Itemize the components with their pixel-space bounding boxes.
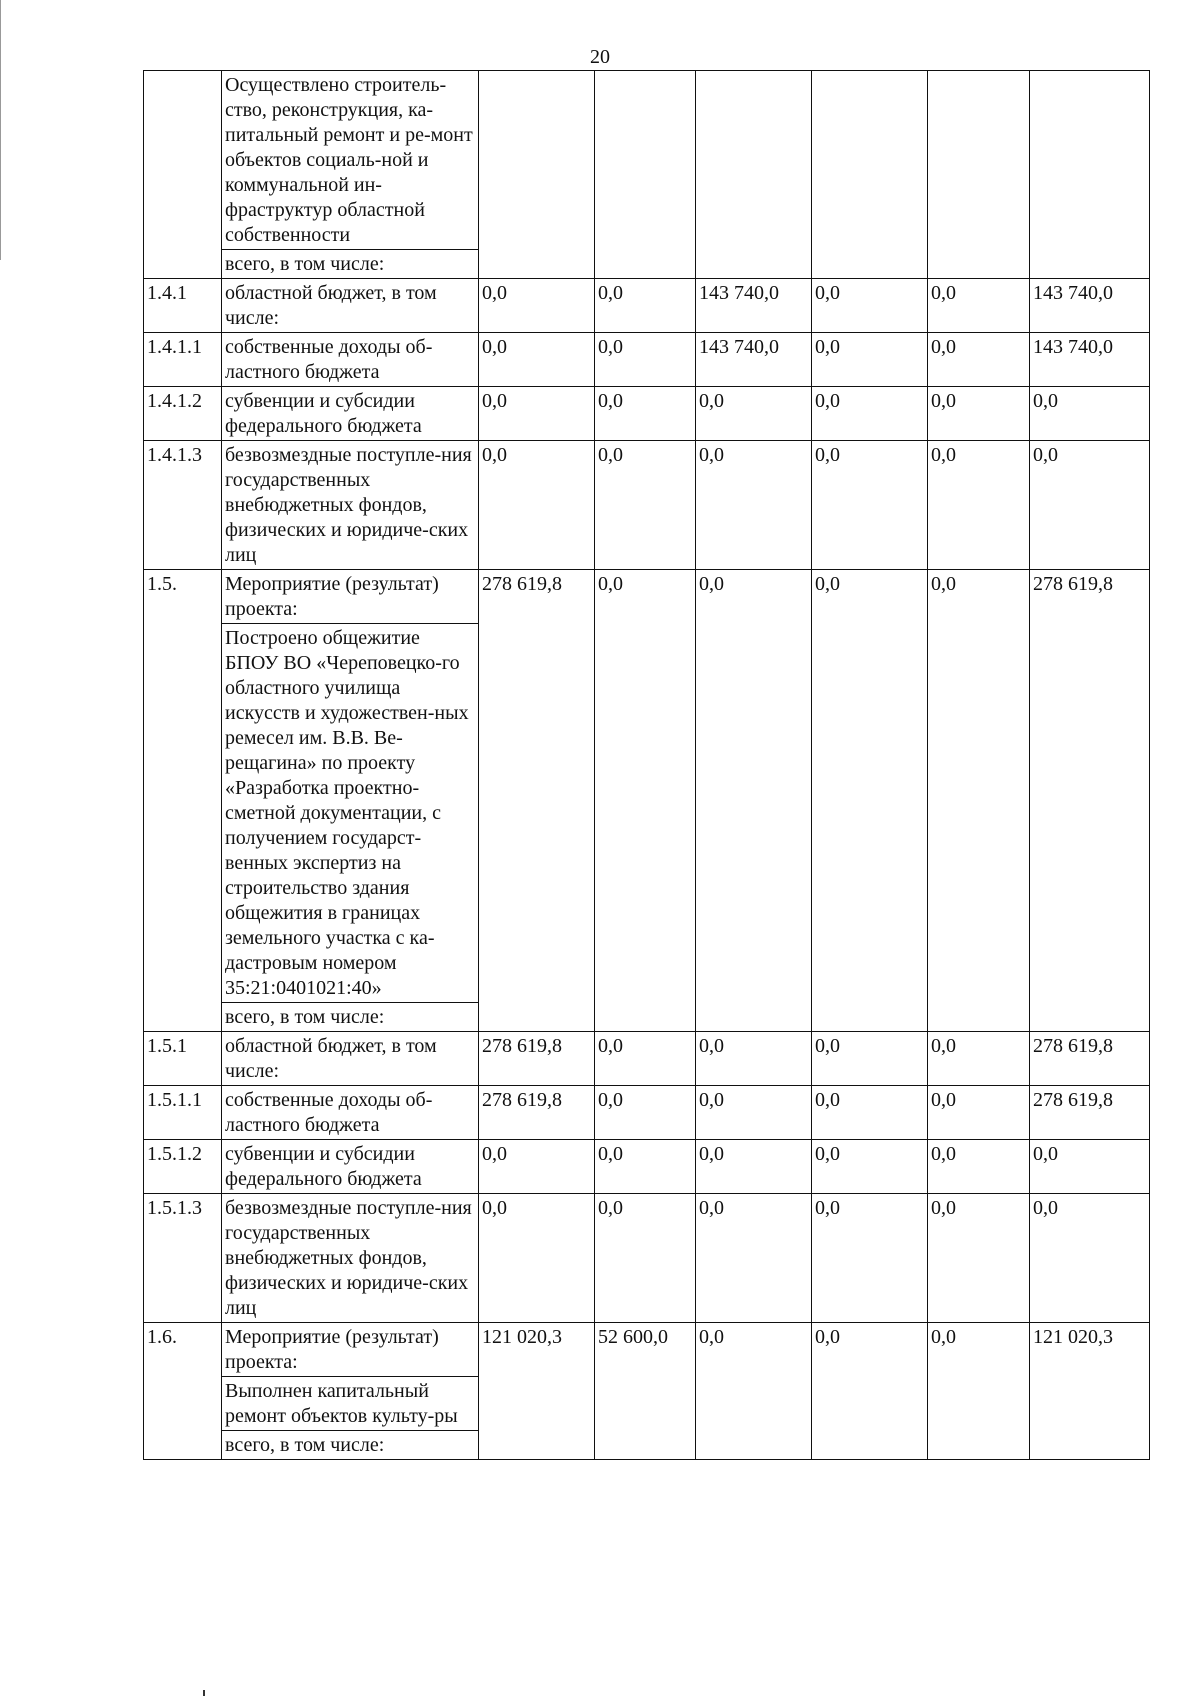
- value-cell: 0,0: [812, 279, 928, 333]
- table-row: [144, 1323, 1150, 1377]
- value-cell: 0,0: [696, 441, 812, 570]
- table-row: [144, 71, 1150, 250]
- value-cell: 0,0: [928, 1194, 1030, 1323]
- row-name: безвозмездные поступле-ния государственных внебюджетных фондов, физических и юридиче-ских лиц: [222, 441, 479, 570]
- row-name: безвозмездные поступле-ния государственных внебюджетных фондов, физических и юридиче-ских лиц: [222, 1194, 479, 1323]
- value-cell: 0,0: [812, 1140, 928, 1194]
- value-cell: 0,0: [928, 279, 1030, 333]
- row-number: 1.5.1.1: [144, 1086, 222, 1140]
- table-row: [144, 279, 1150, 333]
- event-description: Построено общежитие БПОУ ВО «Череповецко-го областного училища искусств и художествен-ных ремесел им. В.В. Ве-рещагина» по проекту «Разработка проектно-сметной документации, с получением государст-венных экспертиз на строительство здания общежития в границах земельного участка с ка-дастровым номером 35:21:0401021:40»: [222, 624, 479, 1003]
- value-cell: 0,0: [812, 1032, 928, 1086]
- table-row: [144, 1032, 1150, 1086]
- value-cell: 0,0: [812, 333, 928, 387]
- row-name: собственные доходы об-ластного бюджета: [222, 1086, 479, 1140]
- value-cell: 0,0: [812, 1086, 928, 1140]
- value-cell: 0,0: [696, 387, 812, 441]
- value-cell: [595, 71, 696, 279]
- value-cell: 0,0: [479, 1140, 595, 1194]
- row-number: 1.4.1.1: [144, 333, 222, 387]
- value-cell: 0,0: [928, 1140, 1030, 1194]
- value-cell: 0,0: [812, 1323, 928, 1460]
- value-cell: 0,0: [928, 1086, 1030, 1140]
- event-description: Выполнен капитальный ремонт объектов культу-ры: [222, 1377, 479, 1431]
- value-cell: 0,0: [479, 387, 595, 441]
- row-number: 1.4.1.2: [144, 387, 222, 441]
- total-label: всего, в том числе:: [222, 1003, 479, 1032]
- value-cell: 0,0: [696, 1323, 812, 1460]
- value-cell: 0,0: [928, 1323, 1030, 1460]
- value-cell: [928, 71, 1030, 279]
- row-name: областной бюджет, в том числе:: [222, 1032, 479, 1086]
- value-cell: 143 740,0: [1030, 279, 1150, 333]
- value-cell: 278 619,8: [479, 1086, 595, 1140]
- value-cell: 0,0: [928, 441, 1030, 570]
- total-label: всего, в том числе:: [222, 250, 479, 279]
- table-row: [144, 1194, 1150, 1323]
- page-number: 20: [590, 46, 610, 68]
- value-cell: 0,0: [479, 279, 595, 333]
- row-number: 1.4.1.3: [144, 441, 222, 570]
- value-cell: 0,0: [696, 1194, 812, 1323]
- value-cell: 0,0: [479, 1194, 595, 1323]
- value-cell: 0,0: [812, 387, 928, 441]
- total-label: всего, в том числе:: [222, 1431, 479, 1460]
- row-name: субвенции и субсидии федерального бюджета: [222, 1140, 479, 1194]
- value-cell: 0,0: [812, 570, 928, 1032]
- value-cell: 0,0: [595, 333, 696, 387]
- value-cell: 278 619,8: [1030, 1032, 1150, 1086]
- table-row: [144, 1140, 1150, 1194]
- value-cell: 52 600,0: [595, 1323, 696, 1460]
- value-cell: 0,0: [696, 1086, 812, 1140]
- value-cell: [812, 71, 928, 279]
- value-cell: 0,0: [479, 441, 595, 570]
- value-cell: 0,0: [812, 1194, 928, 1323]
- value-cell: 0,0: [928, 570, 1030, 1032]
- table-row: [144, 333, 1150, 387]
- value-cell: 0,0: [1030, 1194, 1150, 1323]
- table-row: [144, 1086, 1150, 1140]
- value-cell: 0,0: [595, 1086, 696, 1140]
- value-cell: 0,0: [1030, 441, 1150, 570]
- value-cell: 0,0: [696, 1140, 812, 1194]
- row-number: 1.5.1: [144, 1032, 222, 1086]
- value-cell: 0,0: [696, 1032, 812, 1086]
- scan-mark: [203, 1690, 205, 1696]
- value-cell: 278 619,8: [479, 1032, 595, 1086]
- value-cell: 0,0: [696, 570, 812, 1032]
- value-cell: 0,0: [928, 333, 1030, 387]
- value-cell: 0,0: [595, 570, 696, 1032]
- value-cell: 143 740,0: [1030, 333, 1150, 387]
- budget-table: [143, 70, 1150, 1460]
- table-row: [144, 387, 1150, 441]
- value-cell: 0,0: [595, 387, 696, 441]
- row-number-cell: [144, 71, 222, 279]
- value-cell: [479, 71, 595, 279]
- row-number: 1.5.: [144, 570, 222, 1032]
- value-cell: 143 740,0: [696, 333, 812, 387]
- row-name: областной бюджет, в том числе:: [222, 279, 479, 333]
- value-cell: 0,0: [595, 279, 696, 333]
- event-title: Мероприятие (результат) проекта:: [222, 1323, 479, 1377]
- table-row: [144, 570, 1150, 624]
- value-cell: 121 020,3: [1030, 1323, 1150, 1460]
- value-cell: 0,0: [595, 1032, 696, 1086]
- row-name: собственные доходы об-ластного бюджета: [222, 333, 479, 387]
- value-cell: 278 619,8: [1030, 570, 1150, 1032]
- table-row: [144, 441, 1150, 570]
- result-description: Осуществлено строитель-ство, реконструкция, ка-питальный ремонт и ре-монт объектов социаль-ной и коммунальной ин-фраструктур областной собственности: [222, 71, 479, 250]
- value-cell: 0,0: [1030, 1140, 1150, 1194]
- value-cell: 0,0: [479, 333, 595, 387]
- value-cell: [696, 71, 812, 279]
- row-number: 1.4.1: [144, 279, 222, 333]
- event-title: Мероприятие (результат) проекта:: [222, 570, 479, 624]
- value-cell: [1030, 71, 1150, 279]
- value-cell: 0,0: [595, 1194, 696, 1323]
- row-number: 1.5.1.2: [144, 1140, 222, 1194]
- value-cell: 278 619,8: [479, 570, 595, 1032]
- row-number: 1.5.1.3: [144, 1194, 222, 1323]
- value-cell: 0,0: [928, 387, 1030, 441]
- value-cell: 0,0: [812, 441, 928, 570]
- value-cell: 121 020,3: [479, 1323, 595, 1460]
- row-name: субвенции и субсидии федерального бюджета: [222, 387, 479, 441]
- value-cell: 143 740,0: [696, 279, 812, 333]
- value-cell: 0,0: [1030, 387, 1150, 441]
- value-cell: 0,0: [595, 441, 696, 570]
- scan-edge: [0, 0, 4, 260]
- value-cell: 278 619,8: [1030, 1086, 1150, 1140]
- value-cell: 0,0: [595, 1140, 696, 1194]
- value-cell: 0,0: [928, 1032, 1030, 1086]
- row-number: 1.6.: [144, 1323, 222, 1460]
